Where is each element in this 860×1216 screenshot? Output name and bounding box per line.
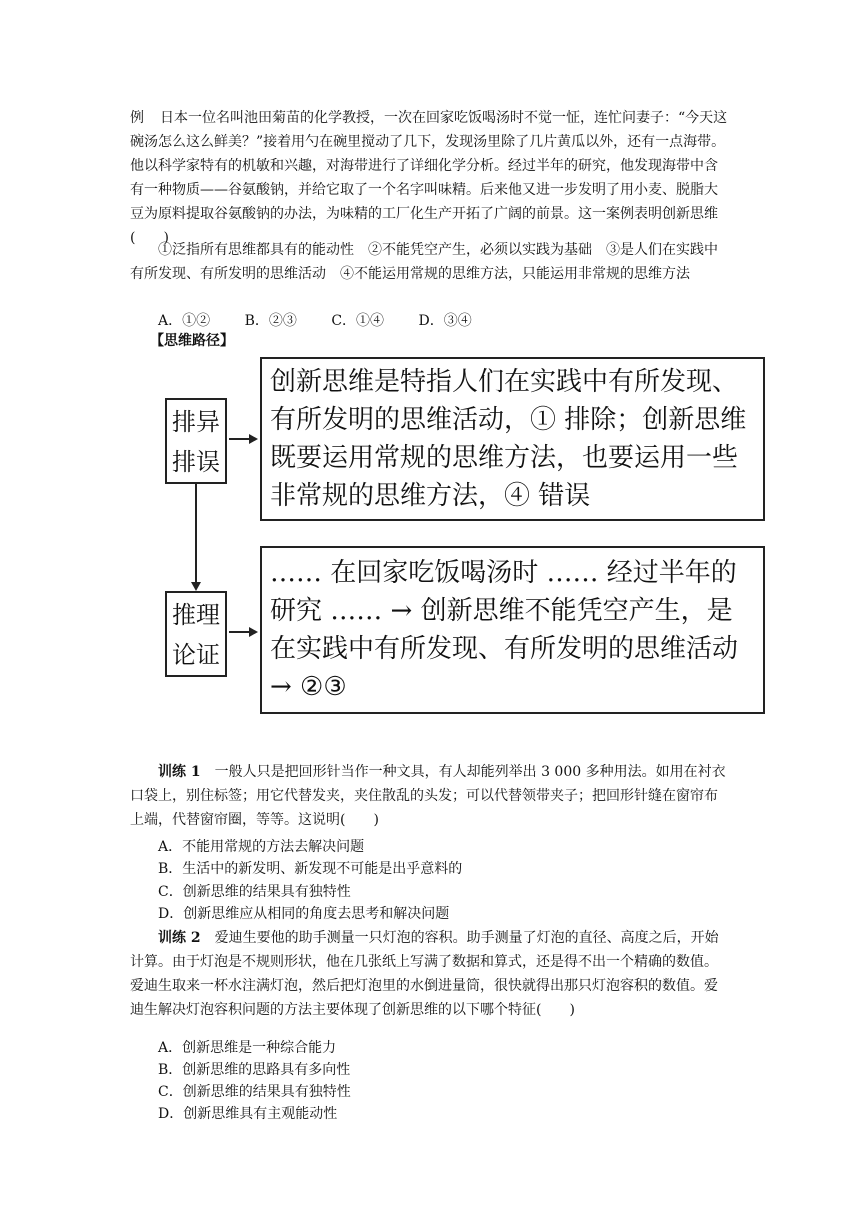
example-prefix: 例 [130, 110, 144, 126]
training1-label: 训练 1 [158, 764, 201, 780]
option-d: D．③④ [418, 313, 472, 329]
reason-line1: …… 在回家吃饭喝汤时 …… 经过半年的 [270, 558, 737, 588]
option-b: B．②③ [244, 313, 297, 329]
training2-text: 爱迪生要他的助手测量一只灯泡的容积。助手测量了灯泡的直径、高度之后，开始计算。由于灯泡是不规则形状，他在几张纸上写满了数据和算式，还是得不出一个精确的数值。爱迪生取来一杯水注满灯泡，然后把灯泡里的水倒进量筒，很快就得出那只灯泡容积的数值。爱迪生解决灯泡容积问题的方法主要体现了创新思维的以下哪个特征( ) [130, 930, 719, 1018]
thinking-path-heading: 【思维路径】 [150, 333, 234, 349]
option-c: C．①④ [331, 313, 385, 329]
arrow-down [195, 484, 197, 584]
training2-question [130, 926, 730, 1022]
training1-question [130, 760, 730, 832]
training1-option-b: B．生活中的新发明、新发现不可能是出乎意料的 [158, 861, 463, 877]
example-text: 日本一位名叫池田菊苗的化学教授，一次在回家吃饭喝汤时不觉一怔，连忙问妻子：“今天这碗汤怎么这么鲜美？”接着用勺在碗里搅动了几下，发现汤里除了几片黄瓜以外，还有一点海带。他以科学家特有的机敏和兴趣，对海带进行了详细化学分析。经过半年的研究，他发现海带中含有一种物质——谷氨酸钠，并给它取了一个名字叫味精。后来他又进一步发明了用小麦、脱脂大豆为原料提取谷氨酸钠的办法，为味精的工厂化生产开拓了广阔的前景。这一案例表明创新思维( ) [130, 110, 728, 246]
exclude-line1: 创新思维是特指人们在实践中有所发现、 [270, 367, 739, 397]
arrowhead-down [191, 582, 201, 591]
option-a: A．①② [158, 313, 211, 329]
statements-text: ①泛指所有思维都具有的能动性 ②不能凭空产生，必须以实践为基础 ③是人们在实践中有所发现、有所发明的思维活动 ④不能运用常规的思维方法，只能运用非常规的思维方法 [130, 242, 718, 282]
arrow-right-1 [229, 438, 251, 440]
reason-line2: 研究 …… → 创新思维不能凭空产生，是 [270, 596, 733, 626]
arrow-right-2 [229, 631, 251, 633]
exclude-line3: 既要运用常规的思维方法，也要运用一些 [270, 443, 739, 473]
exclude-line4: 非常规的思维方法，④ 错误 [270, 481, 591, 511]
analysis-box-reason [260, 546, 765, 714]
label-box-reason [165, 591, 227, 677]
label-exclude-line2: 排误 [172, 448, 220, 476]
example-options [158, 310, 502, 330]
arrowhead-right-2 [249, 627, 258, 637]
training2-option-c: C．创新思维的结果具有独特性 [158, 1084, 351, 1100]
reason-line3: 在实践中有所发现、有所发明的思维活动 [270, 634, 739, 664]
training2-option-a: A．创新思维是一种综合能力 [158, 1040, 337, 1056]
label-exclude-line1: 排异 [172, 408, 220, 436]
example-statements [130, 238, 730, 286]
training1-option-d: D．创新思维应从相同的角度去思考和解决问题 [158, 906, 450, 922]
label-box-exclude [165, 398, 227, 484]
training1-option-a: A．不能用常规的方法去解决问题 [158, 839, 365, 855]
training1-text: 一般人只是把回形针当作一种文具，有人却能列举出 3 000 多种用法。如用在衬衣口袋上，别住标签；用它代替发夹，夹住散乱的头发；可以代替领带夹子；把回形针缝在窗帘布上端，代替窗帘圈，等等。这说明( ) [130, 764, 726, 828]
training1-option-c: C．创新思维的结果具有独特性 [158, 884, 351, 900]
training2-option-d: D．创新思维具有主观能动性 [158, 1106, 338, 1122]
training2-option-b: B．创新思维的思路具有多向性 [158, 1062, 351, 1078]
arrowhead-right-1 [249, 434, 258, 444]
exclude-line2: 有所发明的思维活动，① 排除；创新思维 [270, 405, 747, 435]
training2-label: 训练 2 [158, 930, 201, 946]
reason-line4: → ②③ [270, 672, 347, 702]
label-reason-line2: 论证 [172, 641, 220, 669]
label-reason-line1: 推理 [172, 601, 220, 629]
analysis-box-exclude [260, 357, 765, 521]
example-question [130, 106, 730, 250]
